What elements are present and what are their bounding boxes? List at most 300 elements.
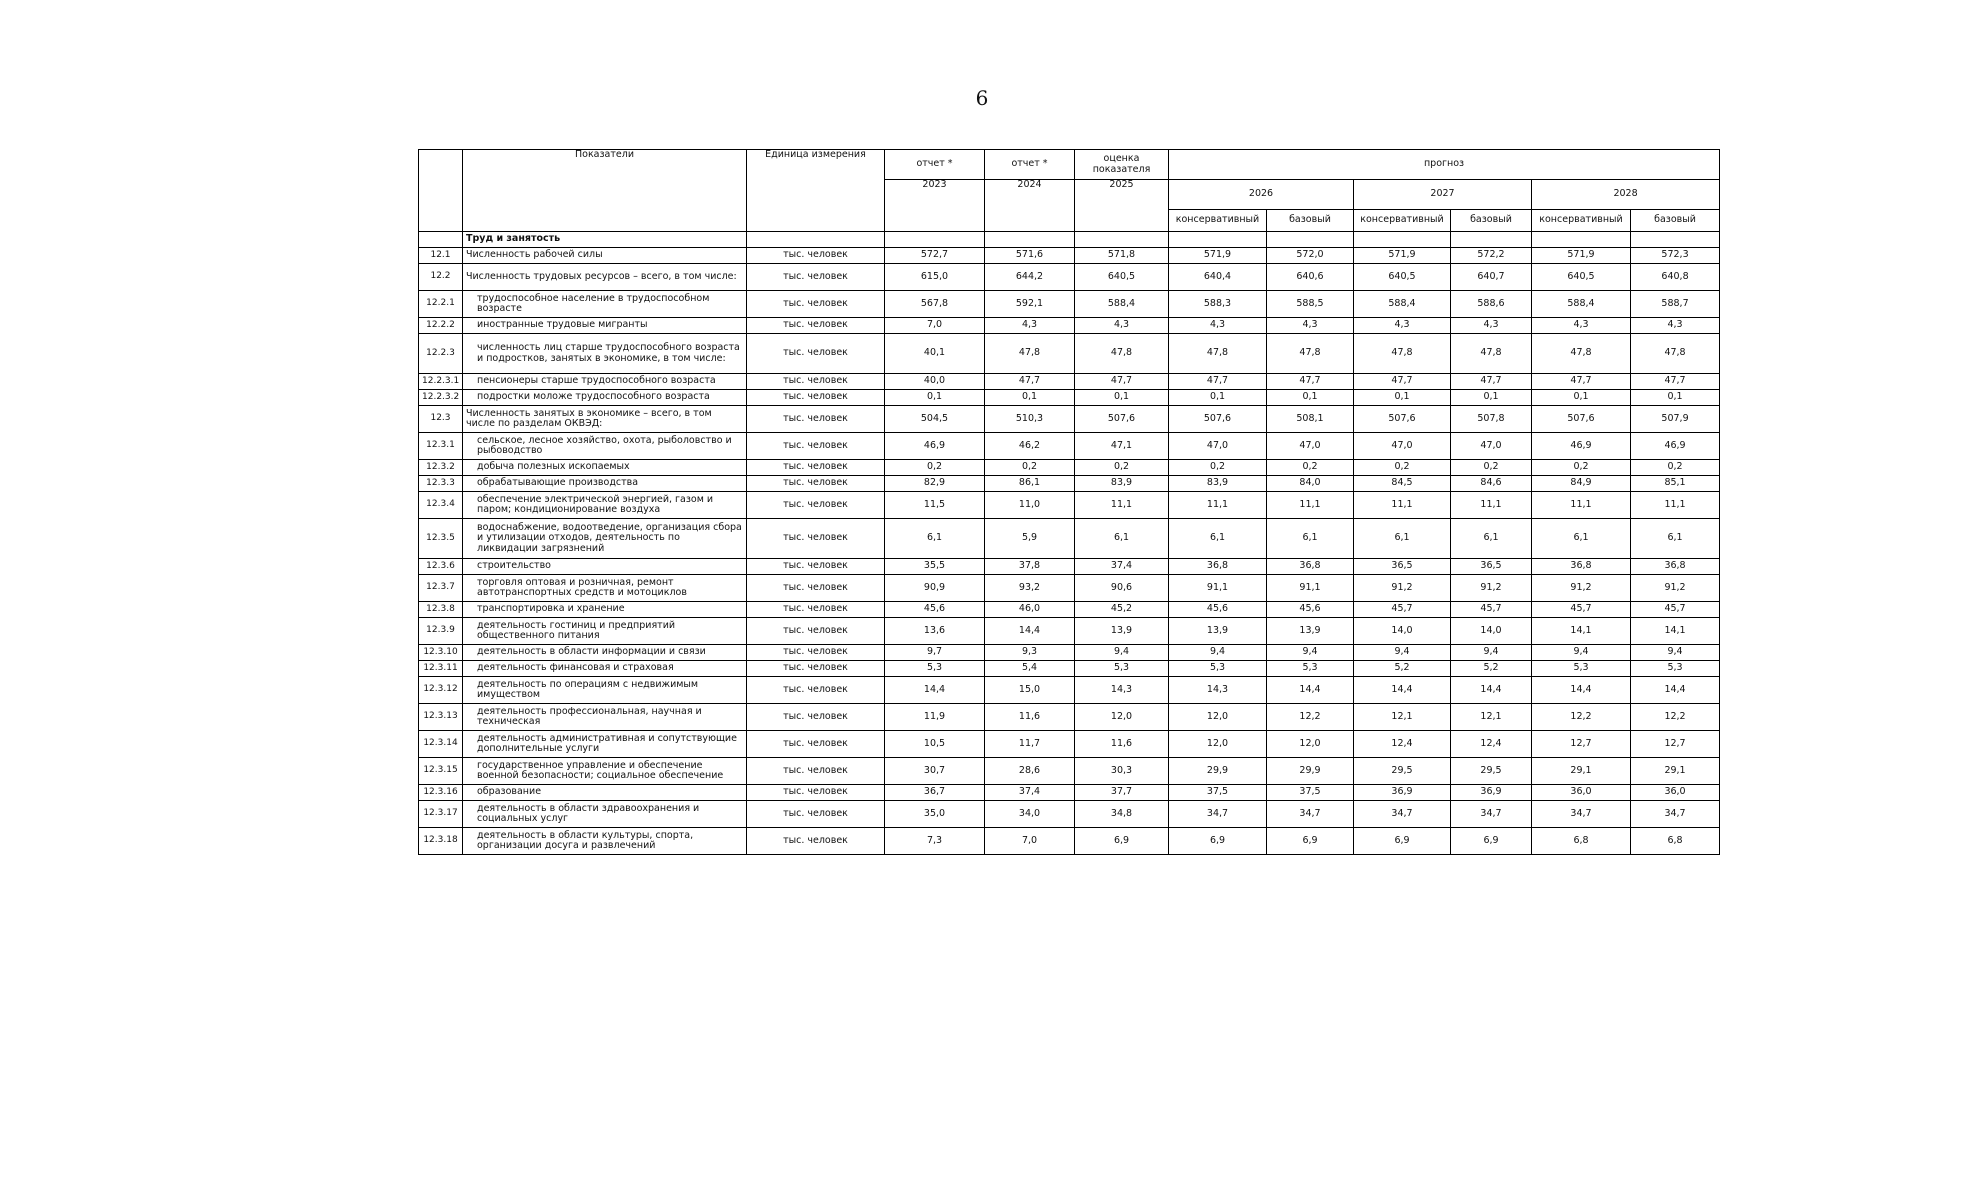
row-value-cell: 640,7	[1451, 264, 1532, 291]
row-value-cell: 47,7	[1169, 374, 1267, 390]
row-value-cell: 567,8	[885, 291, 985, 318]
header-forecast: прогноз	[1169, 150, 1720, 180]
row-value-cell: 34,8	[1075, 801, 1169, 828]
row-value-cell: 4,3	[1451, 318, 1532, 334]
row-value-cell: 36,8	[1267, 559, 1354, 575]
row-value-cell: 14,4	[1532, 677, 1631, 704]
row-value-cell: 0,2	[1451, 460, 1532, 476]
row-unit: тыс. человек	[747, 661, 885, 677]
row-value-cell: 14,3	[1169, 677, 1267, 704]
row-value-cell: 508,1	[1267, 406, 1354, 433]
table-row	[419, 575, 1720, 602]
row-unit: тыс. человек	[747, 519, 885, 559]
row-value-cell: 13,9	[1169, 618, 1267, 645]
row-value-cell: 47,8	[985, 334, 1075, 374]
row-value-cell: 12,0	[1169, 731, 1267, 758]
section-code-cell	[419, 232, 463, 248]
row-value-cell: 12,1	[1451, 704, 1532, 731]
header-report-2023: отчет *	[885, 150, 985, 180]
empty-cell	[985, 232, 1075, 248]
row-value-cell: 507,9	[1631, 406, 1720, 433]
header-year-2027: 2027	[1354, 180, 1532, 210]
row-value-cell: 45,6	[1267, 602, 1354, 618]
empty-cell	[1075, 232, 1169, 248]
row-value-cell: 0,1	[1451, 390, 1532, 406]
row-indicator-name: торговля оптовая и розничная, ремонт автотранспортных средств и мотоциклов	[463, 575, 747, 602]
row-value-cell: 46,2	[985, 433, 1075, 460]
row-value-cell: 91,1	[1267, 575, 1354, 602]
row-value-cell: 83,9	[1075, 476, 1169, 492]
row-value-cell: 14,1	[1532, 618, 1631, 645]
table-body	[419, 232, 1720, 855]
row-value-cell: 5,3	[1267, 661, 1354, 677]
row-value-cell: 34,7	[1532, 801, 1631, 828]
row-value-cell: 91,2	[1354, 575, 1451, 602]
row-value-cell: 11,1	[1075, 492, 1169, 519]
row-value-cell: 91,1	[1169, 575, 1267, 602]
section-row	[419, 232, 1720, 248]
row-indicator-name: деятельность финансовая и страховая	[463, 661, 747, 677]
row-value-cell: 12,7	[1532, 731, 1631, 758]
row-indicator-name: деятельность в области культуры, спорта, организации досуга и развлечений	[463, 828, 747, 855]
row-indicator-name: иностранные трудовые мигранты	[463, 318, 747, 334]
row-value-cell: 47,7	[1631, 374, 1720, 390]
row-value-cell: 640,5	[1075, 264, 1169, 291]
row-value-cell: 14,4	[1354, 677, 1451, 704]
row-value-cell: 46,0	[985, 602, 1075, 618]
table-row	[419, 731, 1720, 758]
row-value-cell: 90,9	[885, 575, 985, 602]
row-value-cell: 34,7	[1267, 801, 1354, 828]
header-year-2026: 2026	[1169, 180, 1354, 210]
row-code: 12.3.15	[419, 758, 463, 785]
row-value-cell: 0,2	[1631, 460, 1720, 476]
row-code: 12.3.8	[419, 602, 463, 618]
row-unit: тыс. человек	[747, 677, 885, 704]
row-unit: тыс. человек	[747, 433, 885, 460]
row-value-cell: 5,3	[1075, 661, 1169, 677]
row-value-cell: 36,5	[1451, 559, 1532, 575]
row-value-cell: 12,4	[1451, 731, 1532, 758]
header-year-2023: 2023	[885, 180, 985, 232]
row-value-cell: 5,3	[885, 661, 985, 677]
row-value-cell: 47,8	[1169, 334, 1267, 374]
row-unit: тыс. человек	[747, 334, 885, 374]
row-value-cell: 510,3	[985, 406, 1075, 433]
row-value-cell: 0,2	[1532, 460, 1631, 476]
row-value-cell: 29,9	[1169, 758, 1267, 785]
row-value-cell: 4,3	[1631, 318, 1720, 334]
row-value-cell: 12,0	[1169, 704, 1267, 731]
row-unit: тыс. человек	[747, 318, 885, 334]
row-value-cell: 34,7	[1169, 801, 1267, 828]
row-value-cell: 0,2	[1354, 460, 1451, 476]
row-value-cell: 84,6	[1451, 476, 1532, 492]
row-value-cell: 0,1	[1354, 390, 1451, 406]
header-year-2025: 2025	[1075, 180, 1169, 232]
row-value-cell: 36,9	[1354, 785, 1451, 801]
row-value-cell: 45,7	[1451, 602, 1532, 618]
row-value-cell: 0,1	[1631, 390, 1720, 406]
row-value-cell: 9,4	[1354, 645, 1451, 661]
table-row	[419, 602, 1720, 618]
row-value-cell: 571,8	[1075, 248, 1169, 264]
header-2027-base: базовый	[1451, 210, 1532, 232]
row-code: 12.3.11	[419, 661, 463, 677]
row-value-cell: 6,9	[1451, 828, 1532, 855]
row-value-cell: 47,8	[1267, 334, 1354, 374]
row-indicator-name: государственное управление и обеспечение военной безопасности; социальное обеспечение	[463, 758, 747, 785]
empty-cell	[1354, 232, 1451, 248]
row-value-cell: 14,0	[1451, 618, 1532, 645]
row-value-cell: 11,1	[1532, 492, 1631, 519]
header-2028-conservative: консервативный	[1532, 210, 1631, 232]
row-value-cell: 47,1	[1075, 433, 1169, 460]
row-unit: тыс. человек	[747, 618, 885, 645]
page-number: 6	[975, 86, 989, 110]
row-value-cell: 37,5	[1267, 785, 1354, 801]
row-value-cell: 640,4	[1169, 264, 1267, 291]
empty-cell	[1267, 232, 1354, 248]
row-code: 12.3.14	[419, 731, 463, 758]
row-value-cell: 507,6	[1075, 406, 1169, 433]
row-code: 12.1	[419, 248, 463, 264]
row-value-cell: 11,5	[885, 492, 985, 519]
row-value-cell: 91,2	[1532, 575, 1631, 602]
row-value-cell: 13,9	[1075, 618, 1169, 645]
row-unit: тыс. человек	[747, 758, 885, 785]
row-code: 12.3.4	[419, 492, 463, 519]
row-code: 12.2.3	[419, 334, 463, 374]
row-indicator-name: строительство	[463, 559, 747, 575]
row-value-cell: 47,8	[1354, 334, 1451, 374]
row-value-cell: 40,0	[885, 374, 985, 390]
row-unit: тыс. человек	[747, 575, 885, 602]
row-value-cell: 84,5	[1354, 476, 1451, 492]
row-value-cell: 7,0	[885, 318, 985, 334]
row-code: 12.2	[419, 264, 463, 291]
row-indicator-name: деятельность административная и сопутствующие дополнительные услуги	[463, 731, 747, 758]
row-value-cell: 34,0	[985, 801, 1075, 828]
row-unit: тыс. человек	[747, 291, 885, 318]
row-indicator-name: водоснабжение, водоотведение, организация сбора и утилизации отходов, деятельность по ликвидации загрязнений	[463, 519, 747, 559]
row-value-cell: 47,0	[1267, 433, 1354, 460]
row-code: 12.2.3.2	[419, 390, 463, 406]
row-code: 12.3.6	[419, 559, 463, 575]
row-value-cell: 45,2	[1075, 602, 1169, 618]
row-value-cell: 9,4	[1169, 645, 1267, 661]
row-value-cell: 0,1	[985, 390, 1075, 406]
row-code: 12.3.10	[419, 645, 463, 661]
row-value-cell: 9,4	[1451, 645, 1532, 661]
row-value-cell: 588,5	[1267, 291, 1354, 318]
row-value-cell: 82,9	[885, 476, 985, 492]
table-row	[419, 460, 1720, 476]
row-value-cell: 11,1	[1267, 492, 1354, 519]
row-value-cell: 91,2	[1631, 575, 1720, 602]
row-value-cell: 14,3	[1075, 677, 1169, 704]
row-unit: тыс. человек	[747, 264, 885, 291]
row-value-cell: 0,1	[1075, 390, 1169, 406]
row-value-cell: 5,3	[1631, 661, 1720, 677]
row-value-cell: 6,1	[1451, 519, 1532, 559]
row-value-cell: 12,2	[1631, 704, 1720, 731]
row-value-cell: 0,2	[985, 460, 1075, 476]
row-code: 12.2.1	[419, 291, 463, 318]
row-value-cell: 35,5	[885, 559, 985, 575]
row-value-cell: 6,8	[1532, 828, 1631, 855]
row-value-cell: 12,2	[1267, 704, 1354, 731]
row-value-cell: 9,4	[1075, 645, 1169, 661]
row-value-cell: 9,4	[1532, 645, 1631, 661]
row-indicator-name: деятельность в области информации и связи	[463, 645, 747, 661]
table-row	[419, 492, 1720, 519]
table-row	[419, 291, 1720, 318]
row-value-cell: 12,4	[1354, 731, 1451, 758]
row-value-cell: 36,0	[1631, 785, 1720, 801]
table-row	[419, 433, 1720, 460]
table-row	[419, 828, 1720, 855]
row-code: 12.3.12	[419, 677, 463, 704]
row-value-cell: 588,4	[1532, 291, 1631, 318]
header-2028-base: базовый	[1631, 210, 1720, 232]
row-value-cell: 507,6	[1169, 406, 1267, 433]
row-value-cell: 29,1	[1532, 758, 1631, 785]
row-value-cell: 0,1	[1532, 390, 1631, 406]
table-row	[419, 519, 1720, 559]
row-value-cell: 30,3	[1075, 758, 1169, 785]
table-row	[419, 248, 1720, 264]
empty-cell	[747, 232, 885, 248]
empty-cell	[1532, 232, 1631, 248]
row-value-cell: 11,1	[1451, 492, 1532, 519]
row-value-cell: 12,1	[1354, 704, 1451, 731]
row-value-cell: 83,9	[1169, 476, 1267, 492]
row-indicator-name: пенсионеры старше трудоспособного возраста	[463, 374, 747, 390]
header-2026-base: базовый	[1267, 210, 1354, 232]
row-value-cell: 45,6	[885, 602, 985, 618]
row-value-cell: 640,5	[1532, 264, 1631, 291]
row-value-cell: 5,3	[1532, 661, 1631, 677]
empty-cell	[1451, 232, 1532, 248]
row-indicator-name: транспортировка и хранение	[463, 602, 747, 618]
row-indicator-name: обеспечение электрической энергией, газом и паром; кондиционирование воздуха	[463, 492, 747, 519]
row-value-cell: 592,1	[985, 291, 1075, 318]
row-value-cell: 34,7	[1451, 801, 1532, 828]
row-unit: тыс. человек	[747, 248, 885, 264]
row-value-cell: 4,3	[1267, 318, 1354, 334]
row-value-cell: 40,1	[885, 334, 985, 374]
row-value-cell: 37,8	[985, 559, 1075, 575]
row-value-cell: 45,7	[1354, 602, 1451, 618]
row-value-cell: 36,5	[1354, 559, 1451, 575]
row-value-cell: 6,1	[1169, 519, 1267, 559]
row-value-cell: 28,6	[985, 758, 1075, 785]
row-value-cell: 5,2	[1354, 661, 1451, 677]
row-value-cell: 644,2	[985, 264, 1075, 291]
row-code: 12.3.18	[419, 828, 463, 855]
row-value-cell: 588,4	[1354, 291, 1451, 318]
row-value-cell: 91,2	[1451, 575, 1532, 602]
row-value-cell: 34,7	[1354, 801, 1451, 828]
row-value-cell: 507,6	[1354, 406, 1451, 433]
table-row	[419, 406, 1720, 433]
row-unit: тыс. человек	[747, 731, 885, 758]
row-value-cell: 37,7	[1075, 785, 1169, 801]
header-year-2024: 2024	[985, 180, 1075, 232]
row-value-cell: 14,1	[1631, 618, 1720, 645]
row-value-cell: 12,0	[1075, 704, 1169, 731]
row-value-cell: 29,5	[1451, 758, 1532, 785]
row-value-cell: 0,2	[1075, 460, 1169, 476]
row-unit: тыс. человек	[747, 645, 885, 661]
row-unit: тыс. человек	[747, 492, 885, 519]
row-value-cell: 571,9	[1169, 248, 1267, 264]
row-indicator-name: деятельность в области здравоохранения и социальных услуг	[463, 801, 747, 828]
row-value-cell: 15,0	[985, 677, 1075, 704]
row-unit: тыс. человек	[747, 785, 885, 801]
table-row	[419, 318, 1720, 334]
row-value-cell: 13,6	[885, 618, 985, 645]
row-value-cell: 6,8	[1631, 828, 1720, 855]
row-value-cell: 571,9	[1354, 248, 1451, 264]
table-row	[419, 677, 1720, 704]
row-value-cell: 10,5	[885, 731, 985, 758]
row-value-cell: 571,9	[1532, 248, 1631, 264]
row-value-cell: 5,3	[1169, 661, 1267, 677]
row-indicator-name: обрабатывающие производства	[463, 476, 747, 492]
row-value-cell: 47,0	[1451, 433, 1532, 460]
table-row	[419, 390, 1720, 406]
row-value-cell: 615,0	[885, 264, 985, 291]
empty-cell	[1631, 232, 1720, 248]
row-value-cell: 47,0	[1169, 433, 1267, 460]
row-value-cell: 0,2	[885, 460, 985, 476]
header-code-cell	[419, 150, 463, 232]
row-value-cell: 36,9	[1451, 785, 1532, 801]
row-value-cell: 14,4	[1451, 677, 1532, 704]
row-code: 12.3.9	[419, 618, 463, 645]
header-report-2024: отчет *	[985, 150, 1075, 180]
row-value-cell: 640,6	[1267, 264, 1354, 291]
row-value-cell: 11,0	[985, 492, 1075, 519]
row-value-cell: 588,6	[1451, 291, 1532, 318]
row-unit: тыс. человек	[747, 390, 885, 406]
row-value-cell: 6,1	[1267, 519, 1354, 559]
row-unit: тыс. человек	[747, 559, 885, 575]
header-2027-conservative: консервативный	[1354, 210, 1451, 232]
header-2026-conservative: консервативный	[1169, 210, 1267, 232]
row-value-cell: 6,1	[1631, 519, 1720, 559]
row-value-cell: 47,7	[1075, 374, 1169, 390]
row-value-cell: 572,3	[1631, 248, 1720, 264]
row-unit: тыс. человек	[747, 828, 885, 855]
row-value-cell: 507,8	[1451, 406, 1532, 433]
row-value-cell: 12,0	[1267, 731, 1354, 758]
row-value-cell: 11,1	[1354, 492, 1451, 519]
row-value-cell: 6,9	[1267, 828, 1354, 855]
row-value-cell: 84,9	[1532, 476, 1631, 492]
row-code: 12.3.16	[419, 785, 463, 801]
empty-cell	[1169, 232, 1267, 248]
row-value-cell: 29,5	[1354, 758, 1451, 785]
table-row	[419, 758, 1720, 785]
table-row	[419, 476, 1720, 492]
table-row	[419, 645, 1720, 661]
row-value-cell: 0,1	[1169, 390, 1267, 406]
row-indicator-name: трудоспособное население в трудоспособном возрасте	[463, 291, 747, 318]
row-value-cell: 640,8	[1631, 264, 1720, 291]
row-indicator-name: численность лиц старше трудоспособного возраста и подростков, занятых в экономике, в том числе:	[463, 334, 747, 374]
row-indicator-name: деятельность гостиниц и предприятий общественного питания	[463, 618, 747, 645]
row-value-cell: 12,7	[1631, 731, 1720, 758]
row-value-cell: 4,3	[1532, 318, 1631, 334]
row-value-cell: 46,9	[885, 433, 985, 460]
row-value-cell: 6,9	[1075, 828, 1169, 855]
row-value-cell: 30,7	[885, 758, 985, 785]
row-value-cell: 4,3	[1075, 318, 1169, 334]
row-value-cell: 37,4	[1075, 559, 1169, 575]
row-indicator-name: добыча полезных ископаемых	[463, 460, 747, 476]
row-value-cell: 36,0	[1532, 785, 1631, 801]
row-value-cell: 4,3	[985, 318, 1075, 334]
row-value-cell: 46,9	[1631, 433, 1720, 460]
row-value-cell: 46,9	[1532, 433, 1631, 460]
row-value-cell: 0,2	[1169, 460, 1267, 476]
row-value-cell: 37,4	[985, 785, 1075, 801]
row-value-cell: 11,6	[1075, 731, 1169, 758]
row-value-cell: 47,0	[1354, 433, 1451, 460]
row-value-cell: 36,8	[1169, 559, 1267, 575]
row-code: 12.2.3.1	[419, 374, 463, 390]
row-value-cell: 588,4	[1075, 291, 1169, 318]
row-value-cell: 45,7	[1631, 602, 1720, 618]
row-value-cell: 0,1	[1267, 390, 1354, 406]
row-value-cell: 9,4	[1267, 645, 1354, 661]
table-row	[419, 618, 1720, 645]
row-indicator-name: Численность занятых в экономике – всего, в том числе по разделам ОКВЭД:	[463, 406, 747, 433]
row-unit: тыс. человек	[747, 704, 885, 731]
row-value-cell: 5,9	[985, 519, 1075, 559]
header-estimate: оценка показателя	[1075, 150, 1169, 180]
row-value-cell: 4,3	[1169, 318, 1267, 334]
table-row	[419, 785, 1720, 801]
row-value-cell: 14,0	[1354, 618, 1451, 645]
row-value-cell: 45,6	[1169, 602, 1267, 618]
row-value-cell: 34,7	[1631, 801, 1720, 828]
row-indicator-name: Численность трудовых ресурсов – всего, в том числе:	[463, 264, 747, 291]
section-title: Труд и занятость	[463, 232, 747, 248]
table-row	[419, 559, 1720, 575]
row-value-cell: 14,4	[1267, 677, 1354, 704]
row-value-cell: 35,0	[885, 801, 985, 828]
row-value-cell: 6,1	[1075, 519, 1169, 559]
row-unit: тыс. человек	[747, 801, 885, 828]
row-value-cell: 37,5	[1169, 785, 1267, 801]
row-value-cell: 6,9	[1169, 828, 1267, 855]
row-value-cell: 5,4	[985, 661, 1075, 677]
row-code: 12.3.2	[419, 460, 463, 476]
row-value-cell: 572,0	[1267, 248, 1354, 264]
row-value-cell: 36,8	[1532, 559, 1631, 575]
row-indicator-name: сельское, лесное хозяйство, охота, рыболовство и рыбоводство	[463, 433, 747, 460]
row-value-cell: 47,7	[985, 374, 1075, 390]
row-value-cell: 588,3	[1169, 291, 1267, 318]
row-value-cell: 11,9	[885, 704, 985, 731]
table-row	[419, 801, 1720, 828]
row-value-cell: 85,1	[1631, 476, 1720, 492]
row-value-cell: 640,5	[1354, 264, 1451, 291]
